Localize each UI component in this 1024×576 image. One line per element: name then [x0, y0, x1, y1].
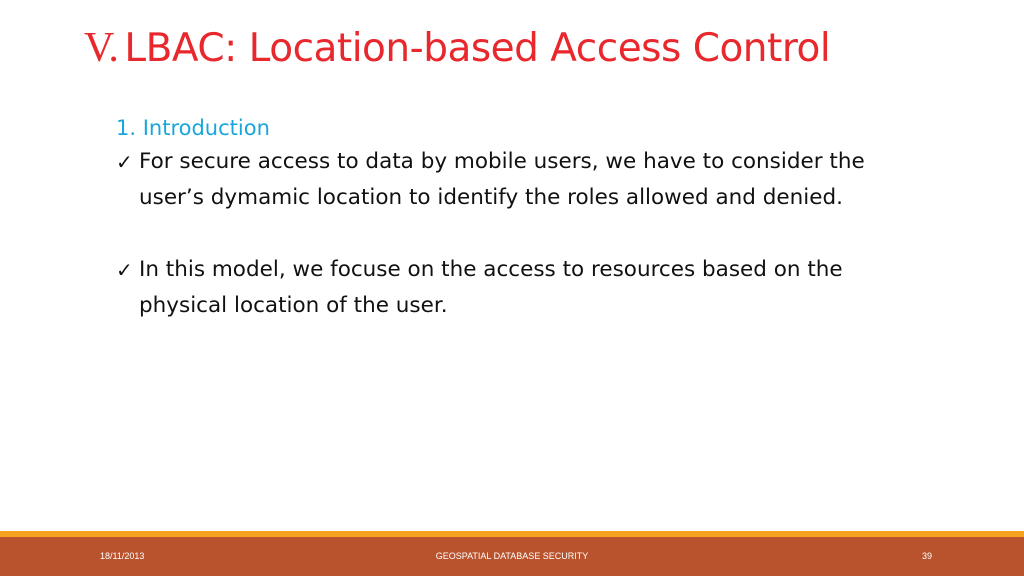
bullet-text: For secure access to data by mobile users, we have to consider the user’s dymamic location to identify the roles allowed and denied. — [139, 149, 865, 210]
slide-title — [84, 24, 830, 72]
title-numeral: V. — [84, 25, 119, 71]
check-mark-icon: ✓ — [116, 258, 133, 282]
footer-title: GEOSPATIAL DATABASE SECURITY — [435, 551, 589, 561]
section-heading: 1. Introduction — [116, 116, 270, 140]
slide-footer — [0, 537, 1024, 576]
page-number: 39 — [922, 551, 933, 561]
check-mark-icon: ✓ — [116, 150, 133, 174]
bullet-item-1 — [116, 144, 916, 216]
slide-content — [116, 112, 916, 324]
bullet-text: In this model, we focuse on the access to resources based on the physical location of the user. — [139, 257, 843, 318]
footer-date: 18/11/2013 — [100, 551, 145, 561]
bullet-item-2 — [116, 252, 916, 324]
title-text: LBAC: Location-based Access Control — [124, 26, 831, 71]
